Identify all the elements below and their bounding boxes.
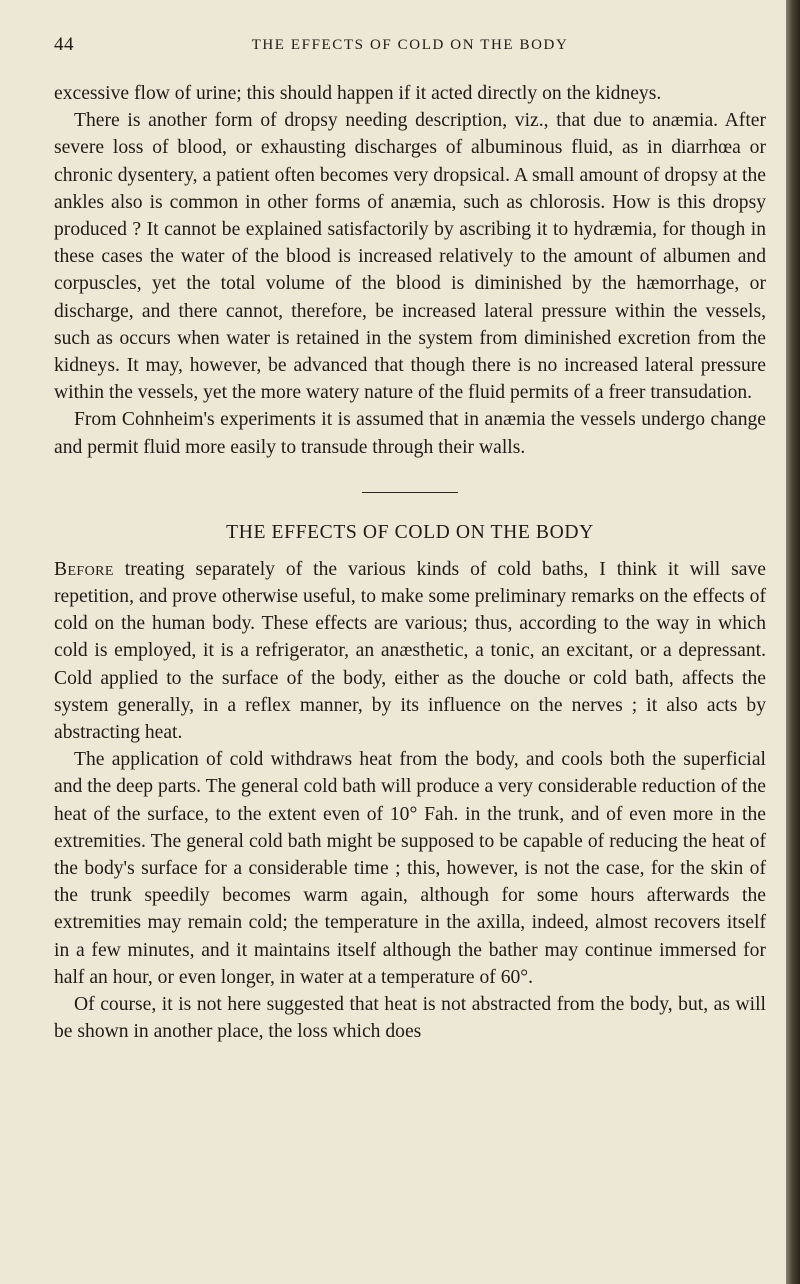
- lead-word: Before: [54, 558, 114, 580]
- paragraph-cohnheim: From Cohnheim's experiments it is assumed that in anæmia the vessels undergo change and permit fluid more easily to transude through their walls.: [54, 409, 766, 458]
- running-head: THE EFFECTS OF COLD ON THE BODY: [251, 37, 569, 53]
- page-header: [54, 34, 766, 58]
- section-title: THE EFFECTS OF COLD ON THE BODY: [226, 521, 594, 543]
- page-number: 44: [54, 34, 74, 55]
- page-body: [54, 80, 766, 1046]
- paragraph-heat-abstracted: Of course, it is not here suggested that heat is not abstracted from the body, but, as will be shown in another place, the loss which does: [54, 994, 766, 1043]
- paragraph-dropsy-anaemia: There is another form of dropsy needing description, viz., that due to anæmia. After severe loss of blood, or exhausting discharges of albuminous fluid, as in diarrhœa or chronic dysentery, a patient often becomes very dropsical. A small amount of dropsy at the ankles also is common in other forms of anæmia, such as chlorosis. How is this dropsy produced ? It cannot be explained satisfactorily by ascribing it to hydræmia, for though in these cases the water of the blood is increased relatively to the amount of albumen and corpuscles, yet the total volume of the blood is diminished by the hæmorrhage, or discharge, and there cannot, therefore, be increased lateral pressure within the vessels, such as occurs when water is retained in the system from diminished excretion from the kidneys. It may, however, be advanced that though there is no increased lateral pressure within the vessels, yet the more watery nature of the fluid permits of a freer transudation.: [54, 110, 766, 404]
- paragraph-continued: excessive flow of urine; this should happen if it acted directly on the kidneys.: [54, 83, 662, 104]
- paragraph-application-of-cold: The application of cold withdraws heat from the body, and cools both the superficial and the deep parts. The general cold bath will produce a very considerable reduction of the heat of the surface, to the extent even of 10° Fah. in the trunk, and of even more in the extremities. The general cold bath might be supposed to be capable of reducing the heat of the body's surface for a considerable time ; this, however, is not the case, for the skin of the trunk speedily becomes warm again, although for some hours afterwards the extremities may remain cold; the temperature in the axilla, indeed, almost recovers itself in a few minutes, and it maintains itself although the bather may continue immersed for half an hour, or even longer, in water at a temperature of 60°.: [54, 749, 766, 988]
- paragraph-before-treating: [54, 556, 766, 746]
- section-divider: [362, 492, 458, 493]
- paragraph-text: treating separately of the various kinds of cold baths, I think it will save repetition, and prove otherwise useful, to make some preliminary remarks on the effects of cold on the human body. These effects are various; thus, according to the way in which cold is employed, it is a refrigerator, an anæsthetic, a tonic, an excitant, or a depressant. Cold applied to the surface of the body, either as the douche or cold bath, affects the system generally, in a reflex manner, by its influence on the nerves ; it also acts by abstracting heat.: [54, 558, 766, 744]
- page-edge-shadow: [786, 0, 800, 1284]
